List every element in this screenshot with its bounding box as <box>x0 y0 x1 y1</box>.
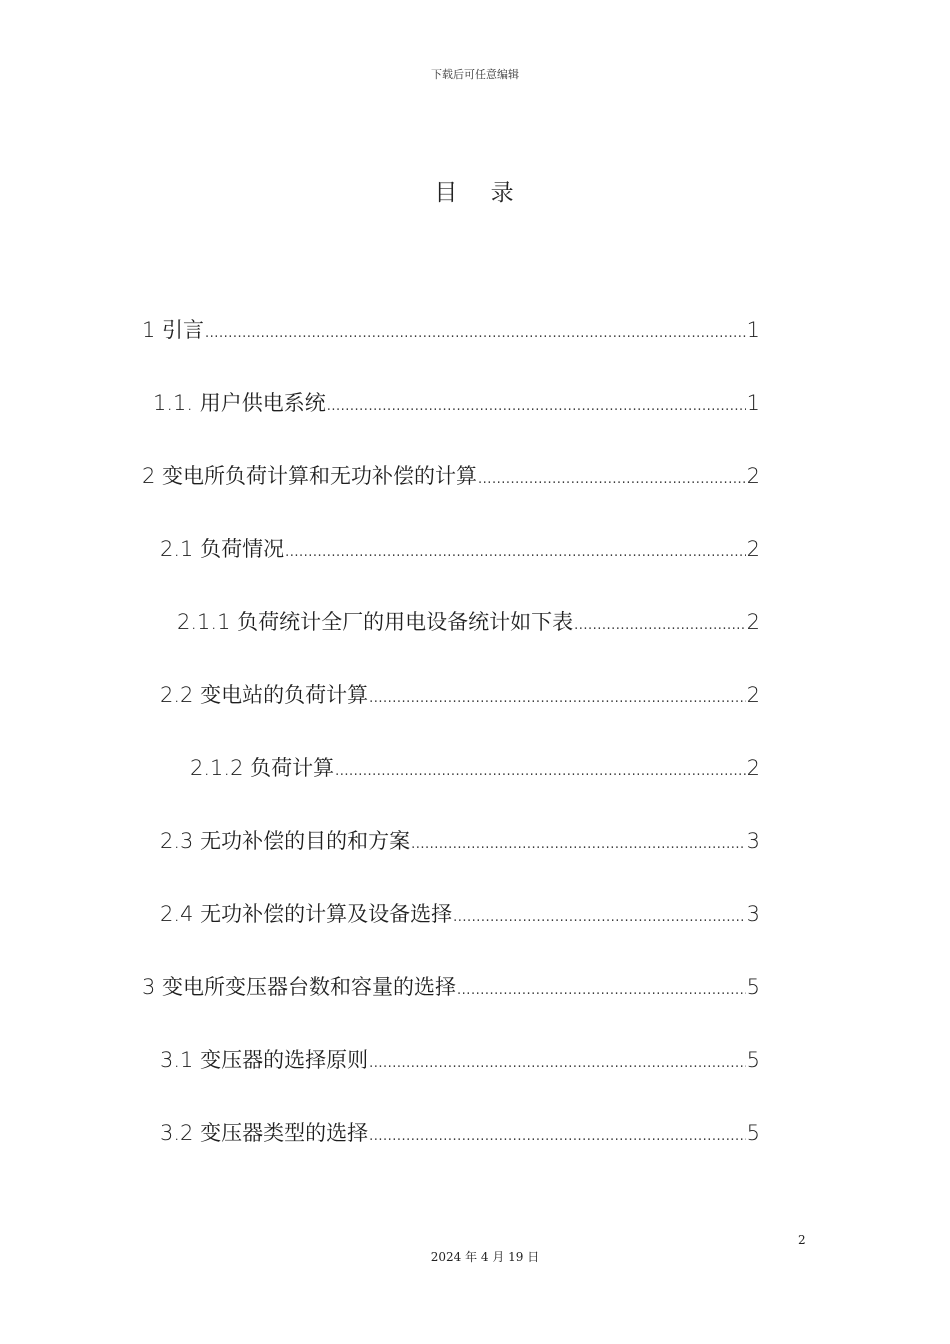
toc-entry[interactable] <box>153 387 760 417</box>
toc-entry[interactable] <box>177 606 760 636</box>
toc-entry-label: 2 变电所负荷计算和无功补偿的计算 <box>142 464 478 488</box>
toc-entry-label: 1 引言 <box>142 318 205 342</box>
toc-entry[interactable] <box>190 752 760 782</box>
toc-entry[interactable] <box>142 971 760 1001</box>
toc-entry-label: 3.2 变压器类型的选择 <box>160 1121 369 1145</box>
toc-dot-leader <box>457 983 746 998</box>
toc-entry-page: 2 <box>746 610 760 634</box>
toc-entry[interactable] <box>160 898 760 928</box>
toc-entry[interactable] <box>160 1044 760 1074</box>
toc-entry-page: 1 <box>746 318 760 342</box>
toc-dot-leader <box>478 472 746 487</box>
toc-entry-page: 2 <box>746 464 760 488</box>
toc-entry-label: 1.1. 用户供电系统 <box>153 391 326 415</box>
toc-title: 目 录 <box>434 180 516 206</box>
toc-dot-leader <box>369 1129 746 1144</box>
toc-dot-leader <box>335 764 746 779</box>
toc-entry-page: 2 <box>746 537 760 561</box>
toc-dot-leader <box>453 910 746 925</box>
toc-dot-leader <box>411 837 746 852</box>
toc-entry-label: 3 变电所变压器台数和容量的选择 <box>142 975 457 999</box>
toc-entry[interactable] <box>160 533 760 563</box>
toc-entry-page: 5 <box>746 1121 760 1145</box>
toc-entry-page: 3 <box>746 902 760 926</box>
toc-entry-label: 2.1 负荷情况 <box>160 537 285 561</box>
footer-date: 2024 年 4 月 19 日 <box>430 1250 540 1264</box>
page-number: 2 <box>798 1233 806 1247</box>
toc-entry-label: 2.4 无功补偿的计算及设备选择 <box>160 902 453 926</box>
toc-dot-leader <box>285 545 746 560</box>
toc-dot-leader <box>369 691 746 706</box>
toc-entry-page: 1 <box>746 391 760 415</box>
toc-entry-page: 2 <box>746 756 760 780</box>
toc-entry-label: 2.3 无功补偿的目的和方案 <box>160 829 411 853</box>
toc-entry[interactable] <box>160 679 760 709</box>
header-note: 下载后可任意编辑 <box>431 68 519 81</box>
toc-entry[interactable] <box>142 314 760 344</box>
toc-entry-page: 5 <box>746 975 760 999</box>
toc-entry-label: 2.1.1 负荷统计全厂的用电设备统计如下表 <box>177 610 574 634</box>
toc-dot-leader <box>574 618 746 633</box>
toc-entry[interactable] <box>160 825 760 855</box>
toc-entry-label: 2.1.2 负荷计算 <box>190 756 335 780</box>
toc-entry-label: 2.2 变电站的负荷计算 <box>160 683 369 707</box>
toc-entry-page: 2 <box>746 683 760 707</box>
toc-entry[interactable] <box>160 1117 760 1147</box>
toc-entry-page: 5 <box>746 1048 760 1072</box>
toc-entry-page: 3 <box>746 829 760 853</box>
toc-entry-label: 3.1 变压器的选择原则 <box>160 1048 369 1072</box>
toc-dot-leader <box>369 1056 746 1071</box>
toc-dot-leader <box>327 399 746 414</box>
toc-entry[interactable] <box>142 460 760 490</box>
toc-dot-leader <box>205 326 746 341</box>
